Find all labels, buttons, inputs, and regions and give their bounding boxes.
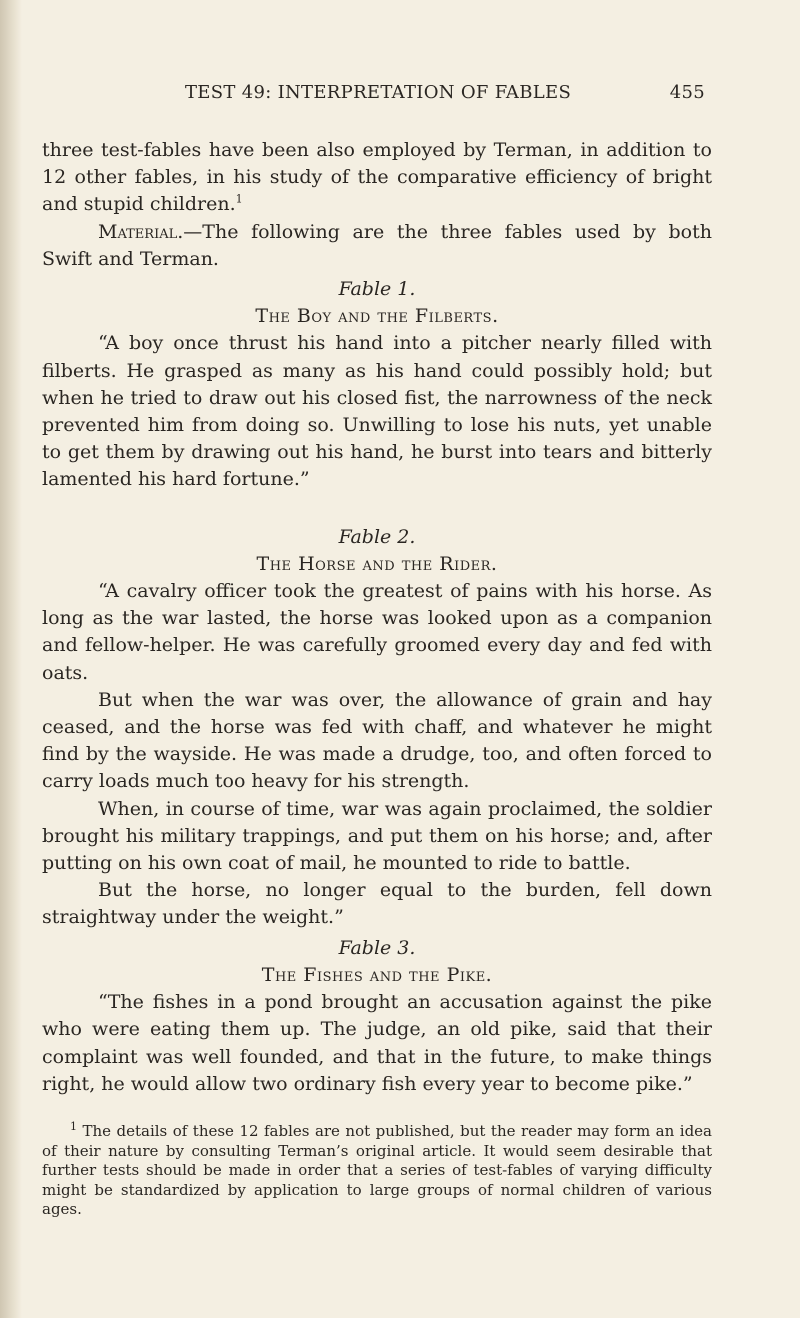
fable-2-paragraph-4: But the horse, no longer equal to the burden, fell down straightway under the weight.” [42, 879, 712, 929]
fable-2-paragraph-2: But when the war was over, the allowance of grain and hay ceased, and the horse was fed with chaff, and whatever he might find by the wayside. He was made a drudge, too, and often forced to carry loads much too heavy for his strength. [42, 688, 712, 793]
fable-1-paragraph-1: “A boy once thrust his hand into a pitcher nearly filled with filberts. He grasped as many as his hand could possibly hold; but when he tried to draw out his closed fist, the narrowness of the neck prevented him from doing so. Unwilling to lose his nuts, yet unable to get them by drawing out his hand, he burst into tears and bitterly lamented his hard fortune.” [42, 332, 712, 491]
fable-3-label: Fable 3. [338, 936, 416, 959]
material-paragraph [42, 219, 712, 273]
running-title: TEST 49: INTERPRETATION OF FABLES [185, 82, 572, 103]
footnote [42, 1119, 712, 1220]
fable-2-title: The Horse and the Rider. [256, 552, 498, 575]
footnote-marker: 1 [70, 1119, 77, 1133]
footnote-text: The details of these 12 fables are not published, but the reader may form an idea of their nature by consulting Terman’s original article. It would seem desirable that further tests should be made in order that a series of test-fables of varying difficulty might be standardized by application to large groups of normal children of various ages. [42, 1121, 712, 1219]
footnote-ref: 1 [235, 193, 243, 207]
main-text [42, 137, 712, 1220]
page-number: 455 [669, 82, 705, 103]
fable-3-paragraph-1: “The fishes in a pond brought an accusation against the pike who were eating them up. The judge, an old pike, said that their complaint was well founded, and that in the future, to make things right, he would allow two ordinary fish every year to become pike.” [42, 991, 712, 1095]
fable-2-paragraph-1: “A cavalry officer took the greatest of pains with his horse. As long as the war lasted, the horse was looked upon as a companion and fellow-helper. He was carefully groomed every day and fed with oats. [42, 580, 712, 684]
fable-2-label: Fable 2. [338, 525, 416, 548]
intro-text: three test-fables have been also employed by Terman, in addition to 12 other fables, in his study of the comparative efficiency of bright and stupid children. [42, 139, 712, 216]
material-label: Material. [98, 220, 184, 243]
fable-2-paragraph-3: When, in course of time, war was again proclaimed, the soldier brought his military trappings, and put them on his horse; and, after putting on his own coat of mail, he mounted to ride to battle. [42, 797, 712, 875]
intro-paragraph [42, 137, 712, 219]
fable-1-title: The Boy and the Filberts. [255, 305, 499, 328]
spacer [42, 494, 712, 521]
fable-1-label: Fable 1. [338, 278, 416, 301]
fable-3-title: The Fishes and the Pike. [261, 963, 493, 986]
material-text: —The following are the three fables used by both Swift and Terman. [42, 220, 712, 270]
